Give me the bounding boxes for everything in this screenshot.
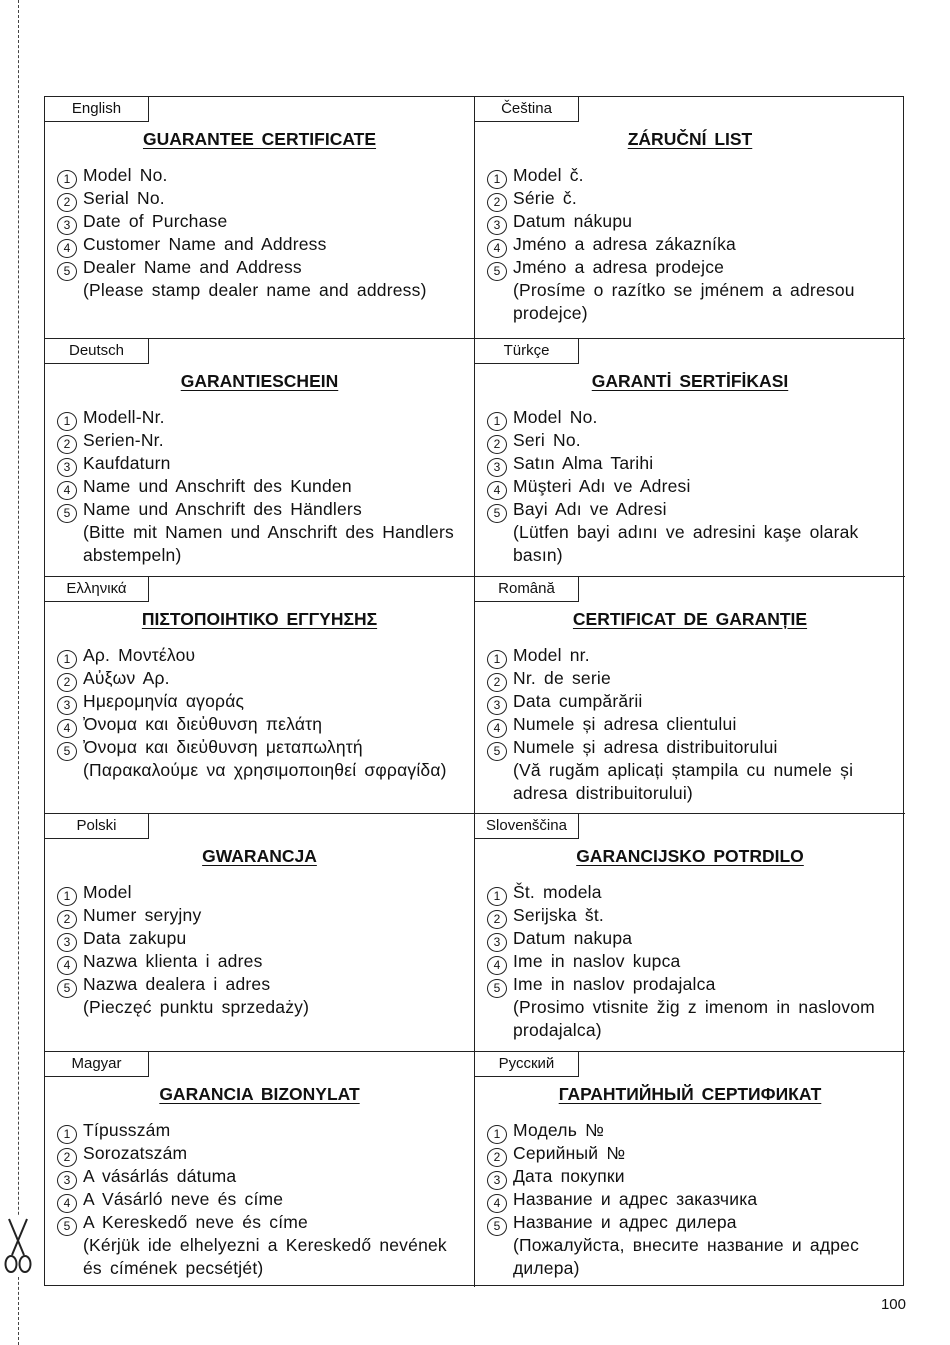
list-item: 2 Sorozatszám (57, 1142, 466, 1165)
circled-number-5: 5 (487, 979, 507, 998)
list-item: 1 Αρ. Μοντέλου (57, 644, 466, 667)
circled-number-2: 2 (487, 193, 507, 212)
language-label: English (45, 97, 149, 122)
circled-number-2: 2 (57, 910, 77, 929)
language-label: Čeština (475, 97, 579, 122)
list-item: 5 Jméno a adresa prodejce (487, 256, 897, 279)
circled-number-3: 3 (57, 216, 77, 235)
stamp-note: (Bitte mit Namen und Anschrift des Handlers abstempeln) (83, 522, 454, 565)
card-romanian (475, 576, 905, 813)
field-list (57, 164, 466, 302)
list-item: 3 Ημερομηνία αγοράς (57, 690, 466, 713)
circled-number-1: 1 (57, 412, 77, 431)
circled-number-3: 3 (57, 933, 77, 952)
circled-number-4: 4 (57, 956, 77, 975)
language-label: Slovenščina (475, 814, 579, 839)
language-label: Magyar (45, 1052, 149, 1077)
field-list (57, 644, 466, 782)
list-item: 4 Name und Anschrift des Kunden (57, 475, 466, 498)
circled-number-5: 5 (57, 262, 77, 281)
page-number: 100 (880, 1296, 906, 1313)
card-greek (45, 576, 475, 813)
stamp-note: (Prosíme o razítko se jménem a adresou prodejce) (513, 280, 855, 323)
card-polish (45, 813, 475, 1051)
circled-number-2: 2 (57, 673, 77, 692)
circled-number-4: 4 (487, 239, 507, 258)
circled-number-5: 5 (57, 1217, 77, 1236)
circled-number-4: 4 (487, 1194, 507, 1213)
stamp-note: (Пожалуйста, внесите название и адрес дилера) (513, 1235, 860, 1278)
circled-number-3: 3 (487, 1171, 507, 1190)
list-item: 5 Ὀνομα και διεὐθυνση μεταπωλητή (57, 736, 466, 759)
stamp-note: (Please stamp dealer name and address) (83, 280, 427, 300)
circled-number-2: 2 (57, 435, 77, 454)
list-item: 4 Müşteri Adı ve Adresi (487, 475, 897, 498)
card-hungarian (45, 1051, 475, 1287)
list-item: 2 Série č. (487, 187, 897, 210)
list-item: 2 Seri No. (487, 429, 897, 452)
list-item: 5 Ime in naslov prodajalca (487, 973, 897, 996)
list-item: 3 Satın Alma Tarihi (487, 452, 897, 475)
circled-number-5: 5 (487, 262, 507, 281)
list-item: 2 Numer seryjny (57, 904, 466, 927)
circled-number-5: 5 (57, 742, 77, 761)
list-item: 1 Modell-Nr. (57, 406, 466, 429)
list-item: 1 Model No. (57, 164, 466, 187)
list-item: 2 Αὐξων Αρ. (57, 667, 466, 690)
list-item: 5 Numele și adresa distribuitorului (487, 736, 897, 759)
circled-number-1: 1 (487, 650, 507, 669)
stamp-note: (Vă rugăm aplicați ștampila cu numele și adresa distribuitorului) (513, 760, 854, 803)
field-list (487, 644, 897, 804)
circled-number-3: 3 (487, 216, 507, 235)
language-label: Русский (475, 1052, 579, 1077)
list-item: 4 Jméno a adresa zákazníka (487, 233, 897, 256)
field-list (487, 1119, 897, 1279)
circled-number-2: 2 (487, 1148, 507, 1167)
circled-number-1: 1 (57, 887, 77, 906)
circled-number-3: 3 (57, 696, 77, 715)
list-item: 3 Date of Purchase (57, 210, 466, 233)
field-list (487, 881, 897, 1041)
list-item: 1 Model (57, 881, 466, 904)
circled-number-1: 1 (487, 412, 507, 431)
certificate-title: GWARANCJA (202, 846, 317, 866)
card-german (45, 338, 475, 576)
list-item: 3 Data zakupu (57, 927, 466, 950)
stamp-note: (Pieczęć punktu sprzedaży) (83, 997, 310, 1017)
circled-number-4: 4 (57, 239, 77, 258)
list-item: 1 Št. modela (487, 881, 897, 904)
certificate-title: GUARANTEE CERTIFICATE (142, 129, 377, 149)
circled-number-2: 2 (487, 673, 507, 692)
circled-number-2: 2 (487, 435, 507, 454)
list-item: 1 Model nr. (487, 644, 897, 667)
circled-number-1: 1 (487, 170, 507, 189)
language-label: Deutsch (45, 339, 149, 364)
list-item: 1 Típusszám (57, 1119, 466, 1142)
list-item: 4 Customer Name and Address (57, 233, 466, 256)
language-label: Polski (45, 814, 149, 839)
circled-number-5: 5 (57, 979, 77, 998)
card-turkish (475, 338, 905, 576)
cut-line (18, 0, 19, 1345)
circled-number-5: 5 (487, 1217, 507, 1236)
list-item: 5 Название и адрес дилера (487, 1211, 897, 1234)
circled-number-3: 3 (487, 458, 507, 477)
field-list (57, 1119, 466, 1279)
guarantee-certificate-grid (44, 96, 904, 1286)
list-item: 4 Название и адрес заказчика (487, 1188, 897, 1211)
card-russian (475, 1051, 905, 1287)
circled-number-3: 3 (487, 696, 507, 715)
list-item: 4 Nazwa klienta i adres (57, 950, 466, 973)
list-item: 2 Серийный № (487, 1142, 897, 1165)
circled-number-5: 5 (487, 742, 507, 761)
list-item: 4 Ime in naslov kupca (487, 950, 897, 973)
circled-number-4: 4 (57, 481, 77, 500)
list-item: 2 Nr. de serie (487, 667, 897, 690)
stamp-note: (Prosimo vtisnite žig z imenom in naslovom prodajalca) (513, 997, 875, 1040)
stamp-note: (Lütfen bayi adını ve adresini kaşe olarak basın) (513, 522, 859, 565)
list-item: 3 Kaufdaturn (57, 452, 466, 475)
circled-number-3: 3 (57, 1171, 77, 1190)
circled-number-1: 1 (57, 650, 77, 669)
list-item: 2 Serijska št. (487, 904, 897, 927)
list-item: 1 Модель № (487, 1119, 897, 1142)
circled-number-4: 4 (57, 1194, 77, 1213)
list-item: 3 Data cumpărării (487, 690, 897, 713)
scissors-icon (3, 1215, 33, 1277)
circled-number-1: 1 (57, 170, 77, 189)
certificate-title: CERTIFICAT DE GARANȚIE (572, 609, 808, 629)
list-item: 3 Дата покупки (487, 1165, 897, 1188)
field-list (487, 406, 897, 566)
language-label: Română (475, 577, 579, 602)
circled-number-5: 5 (57, 504, 77, 523)
list-item: 2 Serien-Nr. (57, 429, 466, 452)
certificate-title: ΠΙΣΤΟΠΟΙΗΤΙΚΟ ΕΓΓΥΗΣΗΣ (141, 609, 378, 629)
certificate-title: ZÁRUČNÍ LIST (627, 129, 753, 149)
circled-number-1: 1 (487, 1125, 507, 1144)
circled-number-3: 3 (487, 933, 507, 952)
list-item: 1 Model č. (487, 164, 897, 187)
list-item: 4 Numele și adresa clientului (487, 713, 897, 736)
field-list (57, 881, 466, 1019)
card-english (45, 97, 475, 338)
language-label: Türkçe (475, 339, 579, 364)
field-list (487, 164, 897, 324)
circled-number-5: 5 (487, 504, 507, 523)
certificate-title: GARANCIJSKO POTRDILO (576, 846, 804, 866)
stamp-note: (Παρακαλούμε να χρησιμοποιηθεί σφραγίδα) (83, 760, 447, 780)
card-slovenian (475, 813, 905, 1051)
certificate-title: GARANCIA BIZONYLAT (159, 1084, 360, 1104)
circled-number-2: 2 (57, 193, 77, 212)
list-item: 4 Ὀνομα και διεὐθυνση πελάτη (57, 713, 466, 736)
list-item: 5 Dealer Name and Address (57, 256, 466, 279)
circled-number-3: 3 (57, 458, 77, 477)
list-item: 5 Bayi Adı ve Adresi (487, 498, 897, 521)
circled-number-4: 4 (487, 719, 507, 738)
stamp-note: (Kérjük ide elhelyezni a Kereskedő nevének és címének pecsétjét) (83, 1235, 447, 1278)
field-list (57, 406, 466, 566)
list-item: 2 Serial No. (57, 187, 466, 210)
circled-number-2: 2 (487, 910, 507, 929)
circled-number-4: 4 (57, 719, 77, 738)
circled-number-4: 4 (487, 956, 507, 975)
certificate-title: ГАРАНТИЙНЫЙ СЕРТИФИКАТ (558, 1084, 822, 1104)
circled-number-1: 1 (487, 887, 507, 906)
list-item: 1 Model No. (487, 406, 897, 429)
card-czech (475, 97, 905, 338)
list-item: 5 Nazwa dealera i adres (57, 973, 466, 996)
list-item: 3 Datum nakupa (487, 927, 897, 950)
list-item: 3 A vásárlás dátuma (57, 1165, 466, 1188)
list-item: 5 A Kereskedő neve és címe (57, 1211, 466, 1234)
list-item: 5 Name und Anschrift des Händlers (57, 498, 466, 521)
list-item: 3 Datum nákupu (487, 210, 897, 233)
language-label: Ελληνικά (45, 577, 149, 602)
circled-number-4: 4 (487, 481, 507, 500)
certificate-title: GARANTİ SERTİFİKASI (591, 371, 789, 391)
circled-number-1: 1 (57, 1125, 77, 1144)
circled-number-2: 2 (57, 1148, 77, 1167)
list-item: 4 A Vásárló neve és címe (57, 1188, 466, 1211)
certificate-title: GARANTIESCHEIN (180, 371, 339, 391)
